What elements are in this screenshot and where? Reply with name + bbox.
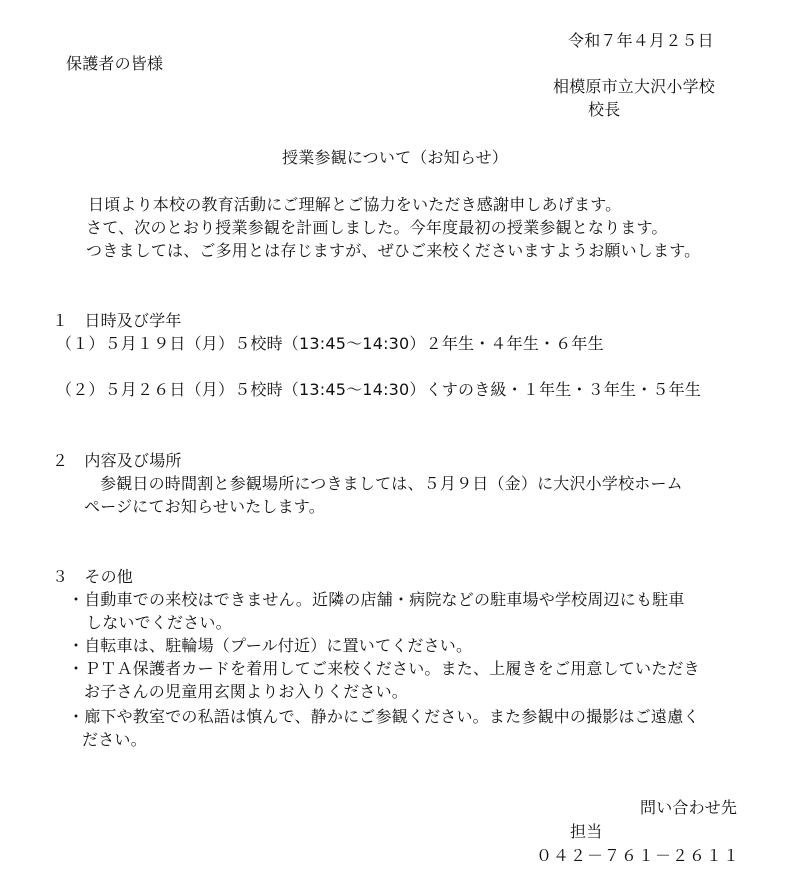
note-3-cont: お子さんの児童用玄関よりお入りください。 (84, 682, 409, 701)
contact-phone: ０４２－７６１－２６１１ (536, 846, 741, 865)
section-2-body-2: ページにてお知らせいたします。 (84, 497, 325, 516)
document-title: 授業参観について（お知らせ） (282, 148, 509, 167)
note-1-cont: しないでください。 (86, 613, 232, 632)
intro-line-2: さて、次のとおり授業参観を計画しました。今年度最初の授業参観となります。 (86, 218, 668, 237)
schedule-item-1: （１）５月１９日（月）５校時（13:45～14:30）２年生・４年生・６年生 (56, 334, 604, 353)
school-name: 相模原市立大沢小学校 (553, 77, 716, 96)
contact-label: 問い合わせ先 (640, 798, 738, 817)
intro-line-3: つきましては、ご多用とは存じますが、ぜひご来校くださいますようお願いします。 (86, 241, 701, 260)
note-3: ・ＰＴＡ保護者カードを着用してご来校ください。また、上履きをご用意していただき (68, 659, 700, 678)
document-date: 令和７年４月２５日 (568, 31, 714, 50)
note-1: ・自動車での来校はできません。近隣の店舗・病院などの駐車場や学校周辺にも駐車 (68, 590, 685, 609)
note-2: ・自転車は、駐輪場（プール付近）に置いてください。 (68, 636, 473, 655)
principal-title: 校長 (588, 100, 621, 119)
schedule-item-2: （２）５月２６日（月）５校時（13:45～14:30）くすのき級・１年生・３年生・５年生 (56, 380, 702, 399)
contact-person: 担当 (570, 822, 603, 841)
recipient: 保護者の皆様 (66, 54, 164, 73)
note-4-cont: ださい。 (82, 730, 147, 749)
section-2-body-1: 参観日の時間割と参観場所につきましては、５月９日（金）に大沢小学校ホーム (100, 474, 683, 493)
section-1-heading: １ 日時及び学年 (52, 311, 182, 330)
section-3-heading: ３ その他 (52, 567, 134, 586)
note-4: ・廊下や教室での私語は慎んで、静かにご参観ください。また参観中の撮影はご遠慮く (68, 707, 700, 726)
intro-line-1: 日頃より本校の教育活動にご理解とご協力をいただき感謝申しあげます。 (88, 195, 622, 214)
section-2-heading: ２ 内容及び場所 (52, 451, 182, 470)
